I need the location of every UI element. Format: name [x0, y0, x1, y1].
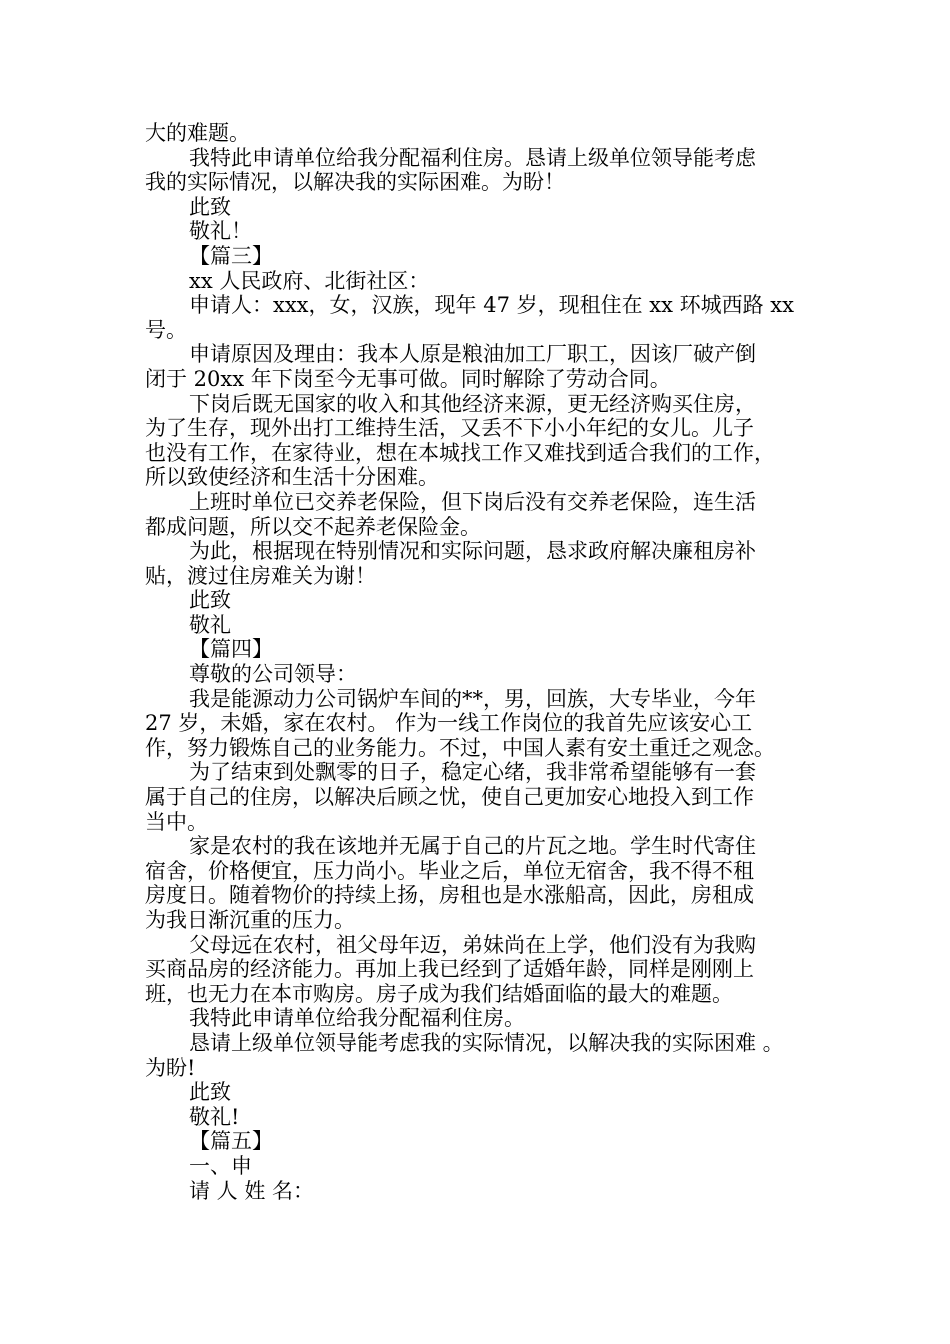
text-line: 我是能源动力公司锅炉车间的**，男，回族，大专毕业，今年: [189, 686, 756, 711]
text-line: 尊敬的公司领导：: [189, 662, 357, 687]
text-line: 为了结束到处飘零的日子，稳定心绪，我非常希望能够有一套: [189, 760, 756, 785]
text-line: 敬礼！: [189, 219, 252, 244]
text-line: 27 岁，未婚，家在农村。 作为一线工作岗位的我首先应该安心工: [145, 711, 753, 736]
paragraph: [145, 1006, 825, 1031]
text-line: 为我日渐沉重的压力。: [145, 908, 355, 932]
text-line: 父母远在农村，祖父母年迈，弟妹尚在上学，他们没有为我购: [189, 932, 756, 957]
text-line: 为了生存，现外出打工维持生活，又丢不下小小年纪的女儿。儿子: [145, 416, 754, 441]
text-line: 所以致使经济和生活十分困难。: [145, 465, 439, 490]
paragraph: [145, 613, 825, 638]
text-line: 大的难题。: [145, 121, 250, 145]
document-body: [145, 121, 825, 1203]
text-line: 宿舍，价格便宜，压力尚小。毕业之后，单位无宿舍，我不得不租: [145, 858, 754, 883]
text-line: 作，努力锻炼自己的业务能力。不过，中国人素有安土重迁之观念。: [145, 735, 775, 760]
paragraph: [145, 146, 825, 195]
text-line: 此致: [189, 194, 231, 219]
paragraph: [145, 539, 825, 588]
text-line: 我特此申请单位给我分配福利住房。恳请上级单位领导能考虑: [189, 145, 756, 170]
text-line: 家是农村的我在该地并无属于自己的片瓦之地。学生时代寄住: [189, 834, 756, 859]
paragraph: [145, 195, 825, 220]
text-line: 【篇四】: [189, 637, 273, 662]
text-line: 为盼!: [145, 1055, 196, 1080]
paragraph: [145, 834, 825, 932]
paragraph: [145, 244, 825, 269]
text-line: 恳请上级单位领导能考虑我的实际情况，以解决我的实际困难 。: [189, 1030, 784, 1055]
text-line: 也没有工作，在家待业，想在本城找工作又难找到适合我们的工作，: [145, 440, 775, 465]
text-line: 都成问题，所以交不起养老保险金。: [145, 514, 481, 539]
text-line: 闭于 20xx 年下岗至今无事可做。同时解除了劳动合同。: [145, 366, 671, 391]
text-line: 我的实际情况，以解决我的实际困难。为盼！: [145, 170, 565, 195]
text-line: 此致: [189, 1080, 231, 1105]
paragraph: [145, 1154, 825, 1179]
paragraph: [145, 342, 825, 391]
text-line: 买商品房的经济能力。再加上我已经到了适婚年龄，同样是刚刚上: [145, 957, 754, 982]
text-line: 为此，根据现在特别情况和实际问题，恳求政府解决廉租房补: [189, 539, 756, 564]
paragraph: [145, 637, 825, 662]
paragraph: [145, 687, 825, 761]
text-line: 【篇三】: [189, 243, 273, 268]
text-line: xx 人民政府、北街社区：: [189, 268, 430, 293]
text-line: 班，也无力在本市购房。房子成为我们结婚面临的最大的难题。: [145, 981, 733, 1006]
text-line: 申请原因及理由：我本人原是粮油加工厂职工，因该厂破产倒: [189, 342, 756, 367]
text-line: 房度日。随着物价的持续上扬，房租也是水涨船高，因此，房租成: [145, 883, 754, 908]
paragraph: [145, 490, 825, 539]
text-line: 【篇五】: [189, 1129, 273, 1154]
text-line: 上班时单位已交养老保险，但下岗后没有交养老保险，连生活: [189, 489, 756, 514]
paragraph: [145, 1179, 825, 1204]
text-line: 敬礼!: [189, 1104, 240, 1129]
paragraph: [145, 1129, 825, 1154]
text-line: 一、申: [189, 1153, 252, 1178]
text-line: 当中。: [145, 809, 208, 834]
paragraph: [145, 121, 825, 146]
paragraph: [145, 662, 825, 687]
paragraph: [145, 219, 825, 244]
paragraph: [145, 1080, 825, 1105]
paragraph: [145, 269, 825, 294]
text-line: 我特此申请单位给我分配福利住房。: [189, 1006, 525, 1031]
paragraph: [145, 1105, 825, 1130]
paragraph: [145, 588, 825, 613]
text-line: 属于自己的住房，以解决后顾之忧，使自己更加安心地投入到工作: [145, 785, 754, 810]
paragraph: [145, 293, 825, 342]
text-line: 申请人：xxx，女，汉族，现年 47 岁，现租住在 xx 环城西路 xx: [189, 293, 794, 318]
text-line: 此致: [189, 588, 231, 613]
paragraph: [145, 392, 825, 490]
paragraph: [145, 933, 825, 1007]
paragraph: [145, 1031, 825, 1080]
text-line: 敬礼: [189, 612, 231, 637]
paragraph: [145, 760, 825, 834]
text-line: 下岗后既无国家的收入和其他经济来源，更无经济购买住房，: [189, 391, 756, 416]
text-line: 请 人 姓 名：: [189, 1178, 315, 1203]
text-line: 贴，渡过住房难关为谢！: [145, 563, 376, 588]
text-line: 号。: [145, 317, 187, 342]
